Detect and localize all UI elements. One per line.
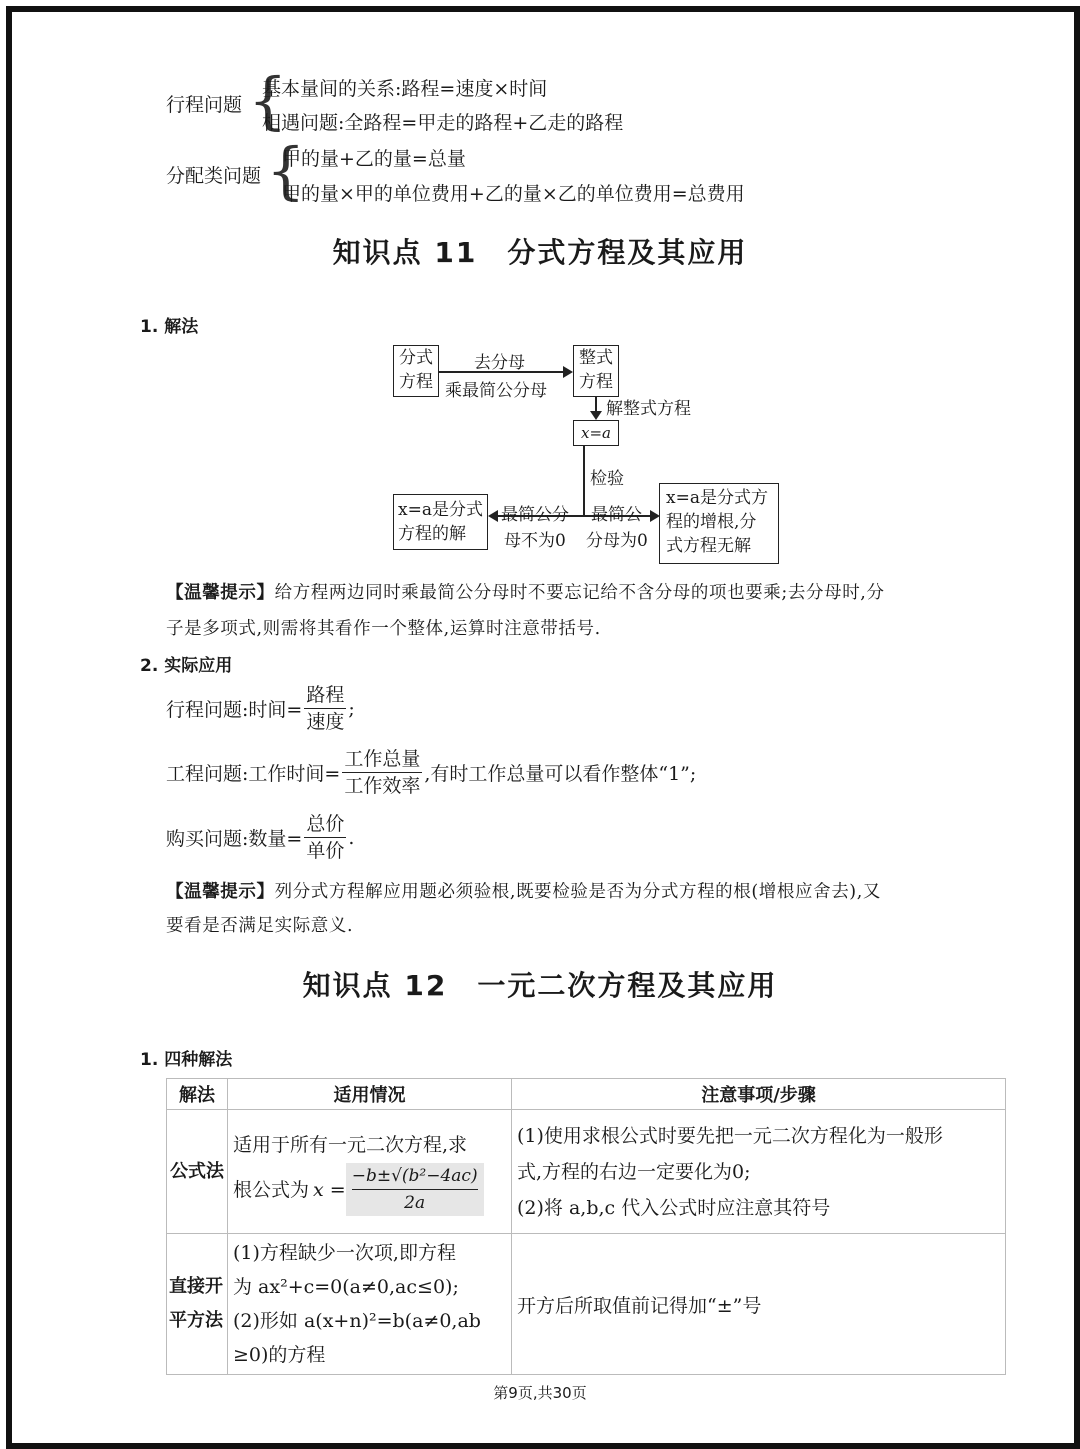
page-footer: 第9页,共30页 bbox=[493, 1384, 587, 1402]
work-time-fraction bbox=[342, 747, 422, 798]
row-2-scope-line-3: (2)形如 a(x+n)²=b(a≠0,ab bbox=[233, 1310, 481, 1332]
row-2-scope-line-2: 为 ax²+c=0(a≠0,ac≤0); bbox=[233, 1276, 459, 1298]
flow-right-condition-line-2: 分母为0 bbox=[586, 531, 648, 551]
allocation-problem-label: 分配类问题 bbox=[166, 165, 262, 187]
work-time-suffix: ,有时工作总量可以看作整体“1”; bbox=[424, 763, 697, 785]
row-1-scope-line-2-text: 根公式为 bbox=[233, 1178, 310, 1201]
allocation-line-2: 甲的量×甲的单位费用+乙的量×乙的单位费用=总费用 bbox=[282, 183, 745, 205]
tip-2-line-1 bbox=[166, 878, 881, 903]
tip-2-text-1: 列分式方程解应用题必须验根,既要检验是否为分式方程的根(增根应舍去),又 bbox=[274, 882, 881, 902]
tip-1-label: 【温馨提示】 bbox=[166, 583, 275, 603]
tip-1-line-2: 子是多项式,则需将其看作一个整体,运算时注意带括号. bbox=[166, 619, 601, 639]
travel-line-2: 相遇问题:全路程=甲走的路程+乙走的路程 bbox=[262, 112, 624, 134]
table-row-2-notes: 开方后所取值前记得加“±”号 bbox=[512, 1234, 1006, 1375]
travel-brace: { bbox=[248, 64, 288, 137]
allocation-line-1: 甲的量+乙的量=总量 bbox=[282, 148, 466, 170]
purchase-denominator: 单价 bbox=[306, 840, 345, 862]
flow-box-integral-line-1: 整式 bbox=[579, 348, 613, 368]
quadratic-formula bbox=[346, 1163, 484, 1216]
allocation-brace: { bbox=[266, 134, 306, 207]
flow-left-condition-line-2: 母不为0 bbox=[504, 531, 566, 551]
table-row bbox=[167, 1110, 1006, 1234]
solution-methods-table bbox=[166, 1078, 1006, 1375]
travel-time-numerator: 路程 bbox=[304, 683, 346, 709]
flow-arrow-1-top-label: 去分母 bbox=[474, 353, 525, 373]
flow-check-line bbox=[583, 446, 585, 516]
flow-box-solution-xa bbox=[573, 420, 619, 446]
flow-arrow-1-bottom-label: 乘最简公分母 bbox=[445, 381, 547, 401]
travel-time-prefix: 行程问题:时间= bbox=[166, 699, 303, 721]
work-time-prefix: 工程问题:工作时间= bbox=[166, 763, 341, 785]
table-header-notes: 注意事项/步骤 bbox=[512, 1079, 1006, 1110]
row-1-note-line-2: 式,方程的右边一定要化为0; bbox=[517, 1160, 751, 1183]
purchase-fraction bbox=[304, 812, 346, 863]
flow-right-result-line-2: 程的增根,分 bbox=[666, 512, 757, 532]
flow-box-integral-equation bbox=[573, 345, 619, 397]
flow-left-result-line-1: x=a是分式 bbox=[398, 500, 483, 520]
quadratic-formula-lhs: x = bbox=[313, 1178, 346, 1201]
flow-arrow-2-label: 解整式方程 bbox=[606, 399, 691, 419]
tip-2-line-2: 要看是否满足实际意义. bbox=[166, 916, 354, 936]
flow-right-result-line-3: 式方程无解 bbox=[666, 536, 751, 556]
row-2-scope-line-1: (1)方程缺少一次项,即方程 bbox=[233, 1242, 456, 1264]
flow-check-label: 检验 bbox=[590, 469, 624, 489]
row-1-note-line-1: (1)使用求根公式时要先把一元二次方程化为一般形 bbox=[517, 1124, 943, 1147]
flow-box-fractional-equation bbox=[393, 345, 439, 397]
purchase-numerator: 总价 bbox=[304, 812, 346, 838]
row-1-scope-line-2 bbox=[233, 1163, 506, 1216]
flow-box-right-result bbox=[659, 483, 779, 564]
section-11-sub-1: 1. 解法 bbox=[140, 317, 199, 337]
section-11-sub-2: 2. 实际应用 bbox=[140, 656, 233, 676]
table-row-2-method bbox=[167, 1234, 228, 1375]
work-time-formula bbox=[166, 747, 696, 798]
table-row-2-scope bbox=[228, 1234, 512, 1375]
flow-left-arrow-head bbox=[488, 510, 498, 522]
flow-arrow-1-head bbox=[563, 366, 573, 378]
travel-time-denominator: 速度 bbox=[306, 711, 345, 733]
flow-box-xa-text: x=a bbox=[581, 424, 611, 442]
work-time-numerator: 工作总量 bbox=[342, 747, 422, 773]
flow-box-fractional-line-2: 方程 bbox=[399, 372, 433, 392]
tip-2-label: 【温馨提示】 bbox=[166, 882, 275, 902]
flow-box-fractional-line-1: 分式 bbox=[399, 348, 433, 368]
purchase-suffix: . bbox=[348, 826, 355, 849]
work-time-denominator: 工作效率 bbox=[344, 775, 421, 797]
table-row bbox=[167, 1234, 1006, 1375]
travel-time-suffix: ; bbox=[348, 697, 355, 720]
quadratic-formula-numerator: −b±√(b²−4ac) bbox=[352, 1163, 478, 1190]
table-header-scope: 适用情况 bbox=[228, 1079, 512, 1110]
purchase-formula bbox=[166, 812, 354, 863]
flow-box-left-result bbox=[393, 494, 488, 550]
travel-line-1: 基本量间的关系:路程=速度×时间 bbox=[262, 78, 548, 100]
quadratic-formula-denominator: 2a bbox=[404, 1193, 426, 1213]
section-12-sub-1: 1. 四种解法 bbox=[140, 1050, 233, 1070]
section-11-title: 知识点 11 分式方程及其应用 bbox=[332, 236, 748, 269]
tip-1-line-1 bbox=[166, 579, 885, 604]
flow-left-condition-line-1: 最简公分 bbox=[501, 505, 569, 525]
table-row-1-scope bbox=[228, 1110, 512, 1234]
row-2-scope-line-4: ≥0)的方程 bbox=[233, 1344, 326, 1366]
travel-time-formula bbox=[166, 683, 355, 734]
table-header-row bbox=[167, 1079, 1006, 1110]
flow-right-condition-line-1: 最简公 bbox=[591, 505, 642, 525]
purchase-prefix: 购买问题:数量= bbox=[166, 828, 303, 850]
flow-left-result-line-2: 方程的解 bbox=[398, 524, 466, 544]
flow-box-integral-line-2: 方程 bbox=[579, 372, 613, 392]
flow-right-result-line-1: x=a是分式方 bbox=[666, 488, 768, 508]
table-header-method: 解法 bbox=[167, 1079, 228, 1110]
tip-1-text-1: 给方程两边同时乘最简公分母时不要忘记给不含分母的项也要乘;去分母时,分 bbox=[274, 583, 885, 603]
travel-problem-label: 行程问题 bbox=[166, 94, 243, 116]
travel-time-fraction bbox=[304, 683, 346, 734]
table-row-1-notes bbox=[512, 1110, 1006, 1234]
row-1-scope-line-1: 适用于所有一元二次方程,求 bbox=[233, 1134, 468, 1156]
row-2-method-line-1: 直接开 bbox=[169, 1276, 223, 1297]
row-1-note-line-3: (2)将 a,b,c 代入公式时应注意其符号 bbox=[517, 1196, 831, 1219]
flow-arrow-2-head bbox=[590, 411, 602, 420]
table-row-1-method: 公式法 bbox=[167, 1110, 228, 1234]
section-12-title: 知识点 12 一元二次方程及其应用 bbox=[302, 969, 778, 1002]
row-2-method-line-2: 平方法 bbox=[169, 1310, 223, 1331]
